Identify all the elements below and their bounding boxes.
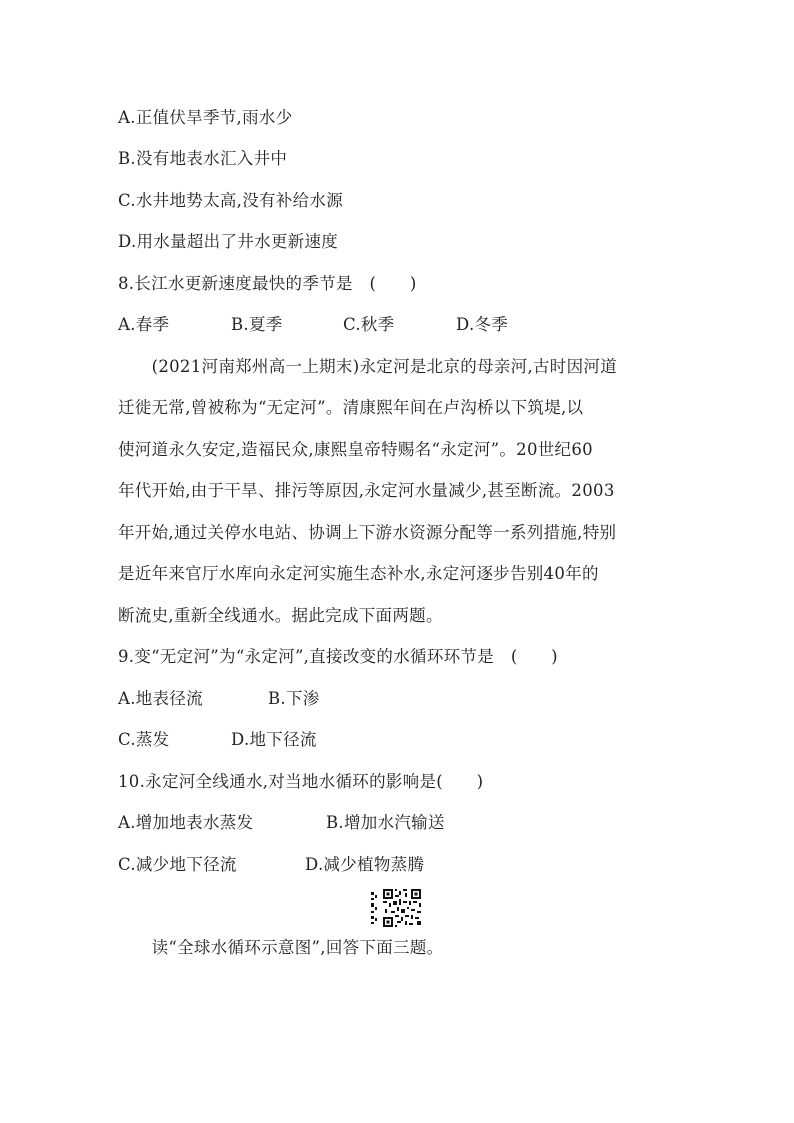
q7-option-b: B.没有地表水汇入井中 bbox=[118, 149, 288, 168]
q10-stem: 10.永定河全线通水,对当地水循环的影响是( ) bbox=[118, 772, 484, 791]
q7-option-d: D.用水量超出了井水更新速度 bbox=[118, 232, 339, 251]
q8-stem: 8.长江水更新速度最快的季节是 ( ) bbox=[118, 274, 417, 293]
q8-option-a: A.春季 bbox=[118, 315, 170, 334]
passage-line: 年开始,通过关停水电站、协调上下游水资源分配等一系列措施,特别 bbox=[118, 523, 617, 542]
q9-stem: 9.变“无定河”为“永定河”,直接改变的水循环环节是 ( ) bbox=[118, 647, 558, 666]
q8-option-c: C.秋季 bbox=[343, 315, 395, 334]
qr-code-icon[interactable] bbox=[371, 889, 423, 927]
passage-line: 断流史,重新全线通水。据此完成下面两题。 bbox=[118, 606, 443, 625]
q9-option-b: B.下渗 bbox=[268, 689, 320, 708]
passage-line: 是近年来官厅水库向永定河实施生态补水,永定河逐步告别40年的 bbox=[118, 564, 599, 583]
q9-option-c: C.蒸发 bbox=[118, 730, 170, 749]
q10-option-d: D.减少植物蒸腾 bbox=[305, 855, 425, 874]
q10-option-c: C.减少地下径流 bbox=[118, 855, 237, 874]
q7-option-c: C.水井地势太高,没有补给水源 bbox=[118, 191, 344, 210]
passage-line: 使河道永久安定,造福民众,康熙皇帝特赐名“永定河”。20世纪60 bbox=[118, 440, 593, 459]
q9-option-d: D.地下径流 bbox=[231, 730, 317, 749]
q8-option-b: B.夏季 bbox=[231, 315, 283, 334]
passage-line: 迁徙无常,曾被称为“无定河”。清康熙年间在卢沟桥以下筑堤,以 bbox=[118, 398, 584, 417]
q9-option-a: A.地表径流 bbox=[118, 689, 203, 708]
next-question-intro: 读“全球水循环示意图”,回答下面三题。 bbox=[118, 938, 444, 957]
passage-line: (2021河南郑州高一上期末)永定河是北京的母亲河,古时因河道 bbox=[118, 357, 618, 376]
passage-line: 年代开始,由于干旱、排污等原因,永定河水量减少,甚至断流。2003 bbox=[118, 481, 615, 500]
q8-option-d: D.冬季 bbox=[456, 315, 509, 334]
q10-option-a: A.增加地表水蒸发 bbox=[118, 813, 254, 832]
q10-option-b: B.增加水汽输送 bbox=[326, 813, 445, 832]
q7-option-a: A.正值伏旱季节,雨水少 bbox=[118, 108, 293, 127]
